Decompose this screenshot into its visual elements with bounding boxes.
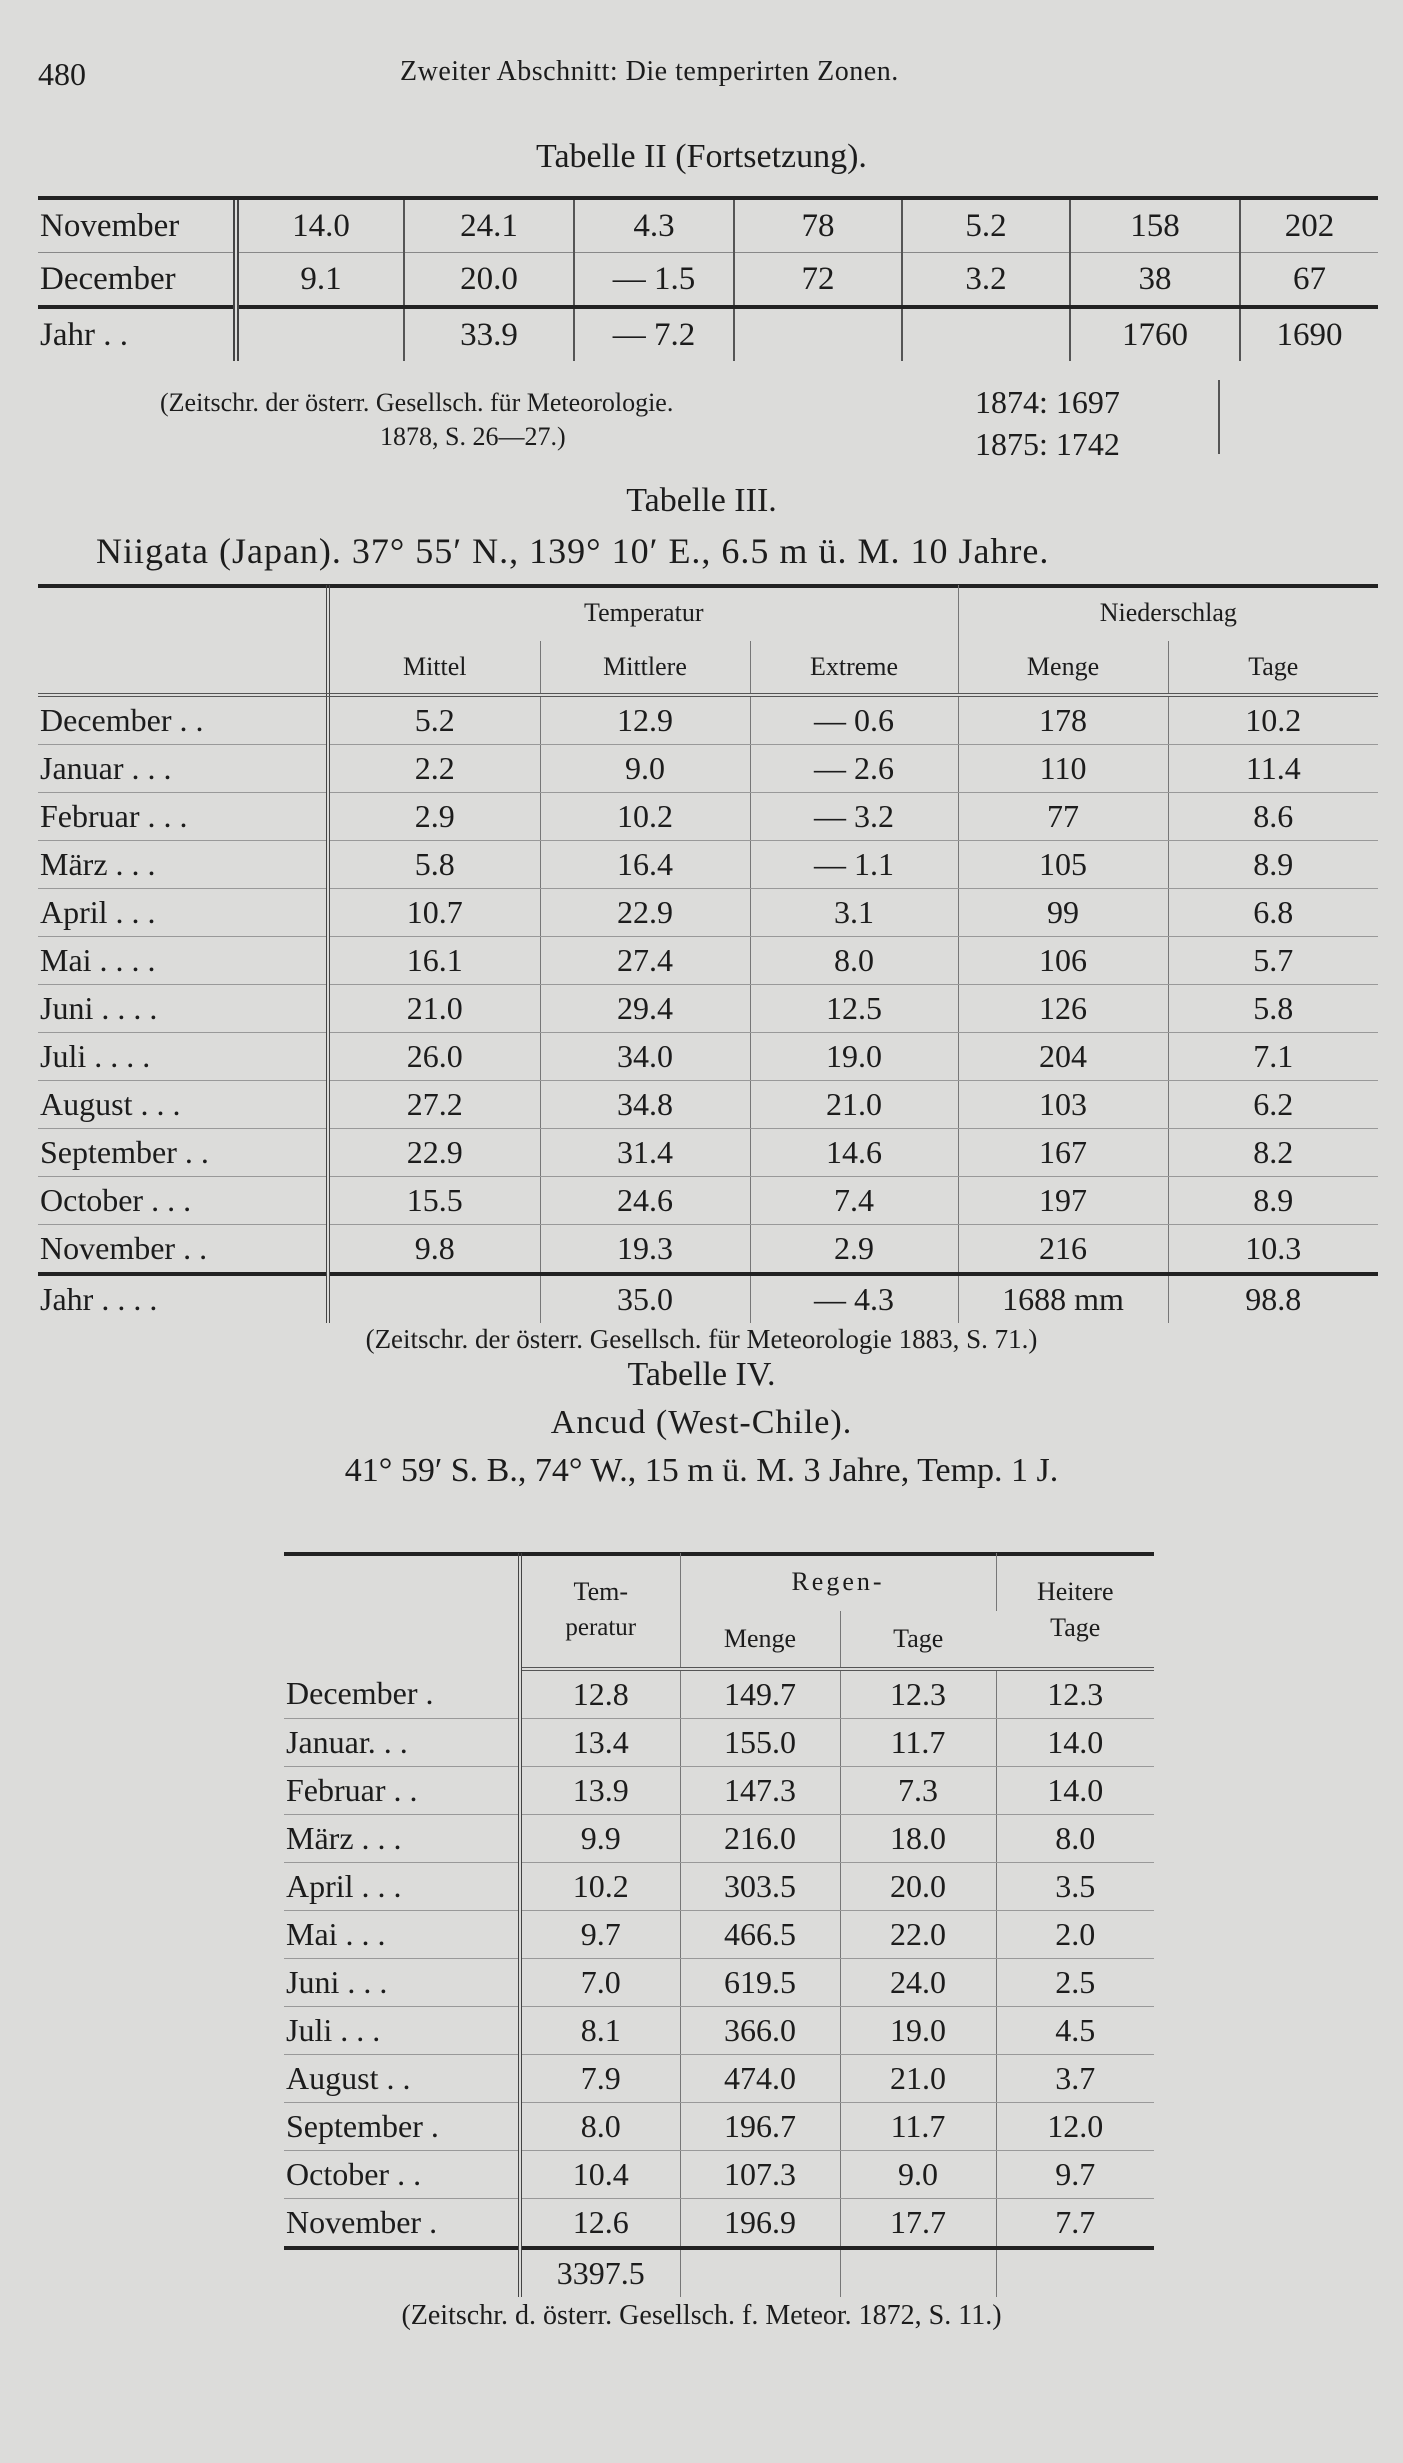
row-label: December . . xyxy=(38,695,328,745)
table-cell: 2.9 xyxy=(328,793,540,841)
table-cell xyxy=(680,2248,840,2297)
table4-header-temp-line2: peratur xyxy=(565,1614,637,1641)
table-row xyxy=(284,1911,1154,1959)
table-cell: 2.9 xyxy=(750,1225,958,1275)
table-cell: 2.2 xyxy=(328,745,540,793)
table-cell: 8.0 xyxy=(996,1815,1154,1863)
table-row xyxy=(284,2199,1154,2249)
table-cell: 105 xyxy=(958,841,1168,889)
table-cell: — 1.1 xyxy=(750,841,958,889)
table-cell: 10.3 xyxy=(1168,1225,1378,1275)
table-cell xyxy=(236,307,404,361)
table-row xyxy=(284,1959,1154,2007)
page-number: 480 xyxy=(38,56,86,92)
table4-header-temperatur xyxy=(520,1553,680,1669)
table-cell: 7.1 xyxy=(1168,1033,1378,1081)
table4-header-regen: Regen- xyxy=(680,1553,996,1611)
table3-corner xyxy=(38,585,328,641)
table-cell: 27.2 xyxy=(328,1081,540,1129)
table4-header-tage: Tage xyxy=(840,1611,996,1669)
table-cell: 15.5 xyxy=(328,1177,540,1225)
table-row xyxy=(284,2103,1154,2151)
table-cell: 107.3 xyxy=(680,2151,840,2199)
row-label: Mai . . . . xyxy=(38,937,328,985)
table-cell: 10.7 xyxy=(328,889,540,937)
table-cell: 8.0 xyxy=(520,2103,680,2151)
table-cell: 21.0 xyxy=(840,2055,996,2103)
row-label: April . . . xyxy=(38,889,328,937)
row-label: September . xyxy=(284,2103,520,2151)
table-cell xyxy=(996,2248,1154,2297)
row-label: December . xyxy=(284,1669,520,1719)
table-cell: 22.0 xyxy=(840,1911,996,1959)
table4-caption: Tabelle IV. xyxy=(627,1356,776,1393)
table-row xyxy=(284,2151,1154,2199)
row-label: Juni . . . xyxy=(284,1959,520,2007)
row-label: Juli . . . xyxy=(284,2007,520,2055)
table-cell: 13.4 xyxy=(520,1719,680,1767)
table-row xyxy=(38,1225,1378,1275)
table-row xyxy=(38,745,1378,793)
table-cell: 19.0 xyxy=(840,2007,996,2055)
table-cell: 9.0 xyxy=(840,2151,996,2199)
table-cell: 3.1 xyxy=(750,889,958,937)
table-cell: 5.7 xyxy=(1168,937,1378,985)
table-cell xyxy=(734,307,902,361)
table2-year-1874: 1874: 1697 xyxy=(975,384,1120,420)
table-row xyxy=(38,937,1378,985)
table-row xyxy=(284,2007,1154,2055)
table-cell: 5.8 xyxy=(328,841,540,889)
table-cell: 1690 xyxy=(1240,307,1378,361)
table-cell: 9.8 xyxy=(328,1225,540,1275)
table-cell: 4.3 xyxy=(574,200,734,253)
table-cell: 216 xyxy=(958,1225,1168,1275)
table-cell: 8.9 xyxy=(1168,841,1378,889)
table-cell: 12.8 xyxy=(520,1669,680,1719)
row-label: November . xyxy=(284,2199,520,2249)
column-header: Extreme xyxy=(750,641,958,695)
table-cell: 7.3 xyxy=(840,1767,996,1815)
table4-subtitle: Ancud (West-Chile). xyxy=(550,1404,853,1441)
table-cell: 11.4 xyxy=(1168,745,1378,793)
table-cell: 196.9 xyxy=(680,2199,840,2249)
table-cell: 6.2 xyxy=(1168,1081,1378,1129)
table2-caption: Tabelle II (Fortsetzung). xyxy=(536,138,867,175)
table-row xyxy=(284,2055,1154,2103)
table4-header-heitere-line1: Heitere xyxy=(1036,1577,1114,1606)
table-cell: 2.0 xyxy=(996,1911,1154,1959)
table-cell: 3.2 xyxy=(902,253,1070,308)
table-cell: 158 xyxy=(1070,200,1240,253)
table-cell: 1760 xyxy=(1070,307,1240,361)
table-cell: 126 xyxy=(958,985,1168,1033)
table-cell: 31.4 xyxy=(540,1129,750,1177)
table-cell: 202 xyxy=(1240,200,1378,253)
row-label: October . . . xyxy=(38,1177,328,1225)
table-cell: 10.2 xyxy=(1168,695,1378,745)
table4-header-heitere xyxy=(996,1553,1154,1669)
table-cell: 303.5 xyxy=(680,1863,840,1911)
table-cell: 9.9 xyxy=(520,1815,680,1863)
table-cell: 8.2 xyxy=(1168,1129,1378,1177)
table-row xyxy=(284,1815,1154,1863)
table-cell: 5.8 xyxy=(1168,985,1378,1033)
table-cell: 16.1 xyxy=(328,937,540,985)
table-cell: 474.0 xyxy=(680,2055,840,2103)
table3-group-niederschlag: Niederschlag xyxy=(1099,598,1237,627)
table-cell: 26.0 xyxy=(328,1033,540,1081)
table-cell: 34.8 xyxy=(540,1081,750,1129)
table-cell: 18.0 xyxy=(840,1815,996,1863)
table-cell: 33.9 xyxy=(404,307,574,361)
table3-caption: Tabelle III. xyxy=(626,482,777,519)
row-label: September . . xyxy=(38,1129,328,1177)
row-label: Juni . . . . xyxy=(38,985,328,1033)
table-cell: — 0.6 xyxy=(750,695,958,745)
row-label: August . . . xyxy=(38,1081,328,1129)
table-cell: — 2.6 xyxy=(750,745,958,793)
table-cell: 155.0 xyxy=(680,1719,840,1767)
table-row xyxy=(38,889,1378,937)
table4 xyxy=(284,1553,1154,2297)
table4-source: (Zeitschr. d. österr. Gesellsch. f. Meteor. 1872, S. 11.) xyxy=(401,2300,1002,2331)
row-label: Juli . . . . xyxy=(38,1033,328,1081)
table3 xyxy=(38,585,1378,1323)
table-cell: 8.6 xyxy=(1168,793,1378,841)
table-cell: 149.7 xyxy=(680,1669,840,1719)
table-cell: 9.7 xyxy=(520,1911,680,1959)
table-cell: 24.0 xyxy=(840,1959,996,2007)
table-cell: 8.1 xyxy=(520,2007,680,2055)
table-cell: 14.6 xyxy=(750,1129,958,1177)
table2-footer-rule xyxy=(1218,380,1220,454)
column-header: Mittlere xyxy=(540,641,750,695)
table-cell: 22.9 xyxy=(328,1129,540,1177)
table4-corner xyxy=(284,1553,520,1669)
table-cell: 196.7 xyxy=(680,2103,840,2151)
table-cell: 12.9 xyxy=(540,695,750,745)
table-row xyxy=(38,1033,1378,1081)
table2-source-line2: 1878, S. 26—27.) xyxy=(380,422,566,451)
row-label: Januar . . . xyxy=(38,745,328,793)
table-cell: 10.2 xyxy=(520,1863,680,1911)
table-cell: 8.9 xyxy=(1168,1177,1378,1225)
table3-source: (Zeitschr. der österr. Gesellsch. für Meteorologie 1883, S. 71.) xyxy=(365,1324,1038,1354)
table-row xyxy=(38,253,1378,308)
table-cell: 1688 mm xyxy=(958,1274,1168,1323)
table-row xyxy=(38,793,1378,841)
table-cell xyxy=(328,1274,540,1323)
row-label: December xyxy=(38,253,236,308)
row-label: Februar . . . xyxy=(38,793,328,841)
row-label: April . . . xyxy=(284,1863,520,1911)
table-cell: 110 xyxy=(958,745,1168,793)
row-label: Jahr . . . . xyxy=(38,1274,328,1323)
table-cell: 29.4 xyxy=(540,985,750,1033)
table-cell: 67 xyxy=(1240,253,1378,308)
table-row xyxy=(38,695,1378,745)
table-cell: 98.8 xyxy=(1168,1274,1378,1323)
table-cell: 106 xyxy=(958,937,1168,985)
table-cell: 12.6 xyxy=(520,2199,680,2249)
row-label: Februar . . xyxy=(284,1767,520,1815)
table-cell: 21.0 xyxy=(750,1081,958,1129)
table-cell: 147.3 xyxy=(680,1767,840,1815)
table-cell: 12.3 xyxy=(840,1669,996,1719)
table-cell: 19.0 xyxy=(750,1033,958,1081)
table-cell: 11.7 xyxy=(840,2103,996,2151)
table-cell: 103 xyxy=(958,1081,1168,1129)
table-cell: 9.0 xyxy=(540,745,750,793)
table-cell: 38 xyxy=(1070,253,1240,308)
table-cell: — 7.2 xyxy=(574,307,734,361)
running-title: Zweiter Abschnitt: Die temperirten Zonen. xyxy=(400,56,899,87)
table-cell: 10.4 xyxy=(520,2151,680,2199)
row-label: August . . xyxy=(284,2055,520,2103)
table-cell: 19.3 xyxy=(540,1225,750,1275)
table-cell: 3.7 xyxy=(996,2055,1154,2103)
table-row xyxy=(38,1081,1378,1129)
table-cell: 27.4 xyxy=(540,937,750,985)
table-cell: 167 xyxy=(958,1129,1168,1177)
table-row xyxy=(38,200,1378,253)
table-cell: 366.0 xyxy=(680,2007,840,2055)
table-cell: 7.0 xyxy=(520,1959,680,2007)
table-cell: 9.7 xyxy=(996,2151,1154,2199)
table-cell: 13.9 xyxy=(520,1767,680,1815)
table4-header-menge: Menge xyxy=(680,1611,840,1669)
table4-subtitle2: 41° 59′ S. B., 74° W., 15 m ü. M. 3 Jahre, Temp. 1 J. xyxy=(344,1452,1059,1489)
table-cell: 20.0 xyxy=(840,1863,996,1911)
table-cell: 78 xyxy=(734,200,902,253)
table-cell: 204 xyxy=(958,1033,1168,1081)
table2 xyxy=(38,200,1378,361)
table-cell: 11.7 xyxy=(840,1719,996,1767)
table-row xyxy=(284,1767,1154,1815)
table-row xyxy=(38,1129,1378,1177)
table-cell: 20.0 xyxy=(404,253,574,308)
table-cell: 7.9 xyxy=(520,2055,680,2103)
table-cell: 10.2 xyxy=(540,793,750,841)
table-cell: 216.0 xyxy=(680,1815,840,1863)
table4-header-heitere-line2: Tage xyxy=(1050,1613,1101,1642)
table2-year-1875: 1875: 1742 xyxy=(975,426,1120,462)
table-cell: 24.6 xyxy=(540,1177,750,1225)
row-label: März . . . xyxy=(38,841,328,889)
row-label: Jahr . . xyxy=(38,307,236,361)
table-cell: 14.0 xyxy=(996,1719,1154,1767)
table-cell: 466.5 xyxy=(680,1911,840,1959)
table-cell: 178 xyxy=(958,695,1168,745)
table-cell: 619.5 xyxy=(680,1959,840,2007)
table-row-total xyxy=(38,1274,1378,1323)
table-cell: 17.7 xyxy=(840,2199,996,2249)
table-row-total xyxy=(284,2248,1154,2297)
row-label: November xyxy=(38,200,236,253)
table-row xyxy=(38,1177,1378,1225)
row-label: October . . xyxy=(284,2151,520,2199)
table-cell: 34.0 xyxy=(540,1033,750,1081)
table-cell: 5.2 xyxy=(902,200,1070,253)
table-cell: 197 xyxy=(958,1177,1168,1225)
table3-corner-2 xyxy=(38,641,328,695)
table-cell: 7.7 xyxy=(996,2199,1154,2249)
table-cell: 7.4 xyxy=(750,1177,958,1225)
table-cell xyxy=(902,307,1070,361)
table-cell: 22.9 xyxy=(540,889,750,937)
table-cell: 72 xyxy=(734,253,902,308)
table-cell: 21.0 xyxy=(328,985,540,1033)
table-cell: 12.5 xyxy=(750,985,958,1033)
row-label: Mai . . . xyxy=(284,1911,520,1959)
table-cell: 14.0 xyxy=(996,1767,1154,1815)
column-header: Mittel xyxy=(328,641,540,695)
table-cell xyxy=(840,2248,996,2297)
table-cell: 5.2 xyxy=(328,695,540,745)
row-label: März . . . xyxy=(284,1815,520,1863)
column-header: Tage xyxy=(1168,641,1378,695)
table-row-total xyxy=(38,307,1378,361)
table-cell: 12.0 xyxy=(996,2103,1154,2151)
table-cell: 16.4 xyxy=(540,841,750,889)
row-label: Januar. . . xyxy=(284,1719,520,1767)
table-row xyxy=(38,985,1378,1033)
table-cell: 3397.5 xyxy=(520,2248,680,2297)
table2-source-line1: (Zeitschr. der österr. Gesellsch. für Meteorologie. xyxy=(160,388,674,417)
table4-header-temp-line1: Tem- xyxy=(573,1577,628,1606)
table-row xyxy=(284,1719,1154,1767)
row-label: November . . xyxy=(38,1225,328,1275)
table-cell: — 1.5 xyxy=(574,253,734,308)
table-cell: 99 xyxy=(958,889,1168,937)
table-cell: 2.5 xyxy=(996,1959,1154,2007)
row-label xyxy=(284,2248,520,2297)
table-cell: 14.0 xyxy=(236,200,404,253)
table-cell: 4.5 xyxy=(996,2007,1154,2055)
table-row xyxy=(38,841,1378,889)
table-cell: 77 xyxy=(958,793,1168,841)
table-cell: — 4.3 xyxy=(750,1274,958,1323)
table3-group-temperatur: Temperatur xyxy=(328,585,958,641)
table-cell: 3.5 xyxy=(996,1863,1154,1911)
column-header: Menge xyxy=(958,641,1168,695)
table-cell: 8.0 xyxy=(750,937,958,985)
table-cell: 24.1 xyxy=(404,200,574,253)
table-cell: 6.8 xyxy=(1168,889,1378,937)
table-cell: 9.1 xyxy=(236,253,404,308)
table-cell: — 3.2 xyxy=(750,793,958,841)
table-row xyxy=(284,1669,1154,1719)
table-row xyxy=(284,1863,1154,1911)
table-cell: 35.0 xyxy=(540,1274,750,1323)
table3-subtitle: Niigata (Japan). 37° 55′ N., 139° 10′ E., 6.5 m ü. M. 10 Jahre. xyxy=(96,531,1050,571)
table-cell: 12.3 xyxy=(996,1669,1154,1719)
